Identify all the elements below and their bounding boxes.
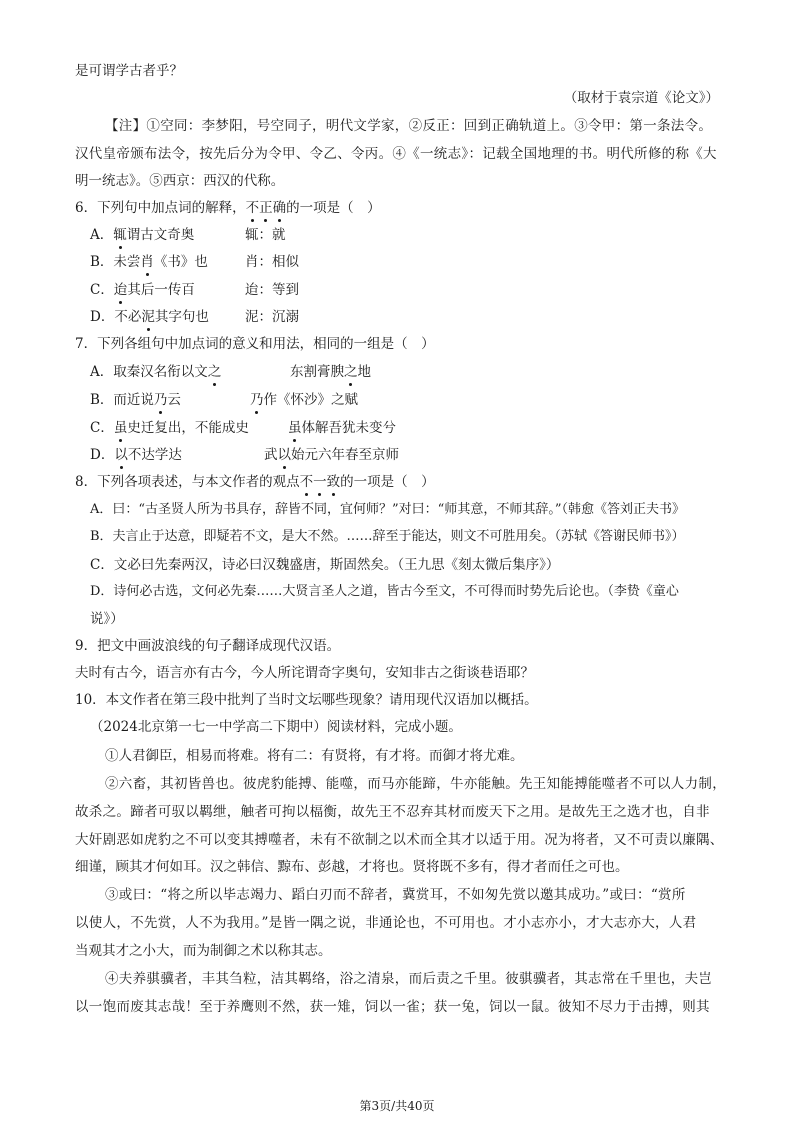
question-10-stem: 10．本文作者在第三段中批判了当时文坛哪些现象？请用现代汉语加以概括。 [75,692,538,708]
note-line-2: 汉代皇帝颁布法令，按先后分为令甲、令乙、令丙。④《一统志》：记载全国地理的书。明代所修的称《大 [75,146,717,162]
question-7-option-a-first: A．取秦汉名衔以文之 [90,364,222,380]
question-6-option-b: B．未尝肖《书》也 [90,254,208,270]
question-6-gloss-c: 迨：等到 [245,282,299,298]
question-6-option-d: D．不必泥其字句也 [90,309,209,325]
page-number-footer: 第3页/共40页 [359,1099,435,1113]
question-6-gloss-d: 泥：沉溺 [245,309,299,325]
note-line-1: 【注】①空同：李梦阳，号空同子，明代文学家，②反正：回到正确轨道上。③令甲：第一条法令。 [105,118,713,134]
passage-para-2-line-3: 大奸剧恶如虎豹之不可以变其搏噬者，未有不欲制之以术而全其才以适于用。况为将者，又不可责以廉隅、 [75,832,724,848]
passage-para-2-line-1: ②六畜，其初皆兽也。彼虎豹能搏、能噬，而马亦能蹄，牛亦能触。先王知能搏能噬者不可以人力制， [105,776,726,792]
passage-para-2-line-2: 故杀之。蹄者可驭以羁绁，触者可拘以楅衡，故先王不忍弃其材而废天下之用。是故先王之选才也，自非 [75,804,710,820]
note-line-3: 明一统志》。⑤西京：西汉的代称。 [75,173,285,189]
question-8-option-a: A．曰：“古圣贤人所为书具存，辞皆不同，宜何师？”对曰：“师其意，不师其辞。”（韩愈《答刘正夫书》 [90,502,685,517]
question-6-stem: 6．下列句中加点词的解释，不正确的一项是（ ） [75,200,381,216]
passage-para-2-line-4: 细谨，顾其才何如耳。汉之韩信、黥布、彭越，才将也。贤将既不多有，得才者而任之可也。 [75,859,629,875]
question-8-option-c: C．文必曰先秦两汉，诗必曰汉魏盛唐，斯固然矣。（王九思《刻太微后集序》） [90,557,560,573]
question-7-option-d-first: D．以不达学达 [90,447,182,463]
question-8-option-d: D．诗何必古选，文何必先秦……大贤言圣人之道，皆古今至文，不可得而时势先后论也。（李贽《童心 [90,584,679,599]
question-8-stem: 8．下列各项表述，与本文作者的观点不一致的一项是（ ） [75,474,435,490]
question-9-stem: 9．把文中画波浪线的句子翻译成现代汉语。 [75,638,341,654]
question-6-option-a: A．辄谓古文奇奥 [90,227,195,243]
question-7-option-b-first: B．而近说乃云 [90,392,181,408]
question-6-gloss-b: 肖：相似 [245,254,299,270]
passage-para-4-line-2: 以一饱而废其志哉！至于养鹰则不然，获一雉，饲以一雀；获一兔，饲以一鼠。彼知不尽力于击搏，则其 [75,999,710,1015]
passage-para-3-line-3: 当观其才之小大，而为制御之术以称其志。 [75,943,332,959]
passage-para-3-line-1: ③或曰：“将之所以毕志竭力、蹈白刃而不辞者，冀赏耳，不如匆先赏以邀其成功。”或曰：“赏所 [105,887,686,903]
passage-para-3-line-2: 以使人，不先赏，人不为我用。”是皆一隅之说，非通论也，不可用也。才小志亦小，才大志亦大，人君 [75,915,697,931]
question-7-option-d-second: 武以始元六年春至京师 [264,447,399,463]
reading-intro: （2024北京第一七一中学高二下期中）阅读材料，完成小题。 [90,719,462,735]
question-8-option-d-cont: 说》） [90,611,124,627]
question-7-stem: 7．下列各组句中加点词的意义和用法，相同的一组是（ ） [75,336,435,352]
question-6-gloss-a: 辄：就 [245,227,286,243]
question-7-option-c-first: C．虽史迁复出，不能成史 [90,420,249,436]
passage-para-1: ①人君御臣，相易而将难。将有二：有贤将，有才将。而御才将尤难。 [105,748,524,764]
question-8-option-b: B．夫言止于达意，即疑若不文，是大不然。……辞至于能达，则文不可胜用矣。（苏轼《答谢民师书》） [90,529,685,544]
question-6-option-c: C．迨其后一传百 [90,282,195,298]
question-7-option-a-second: 东割膏腴之地 [290,364,371,380]
passage-last-line: 是可谓学古者乎？ [75,63,183,79]
question-7-option-c-second: 虽体解吾犹未变兮 [288,420,396,436]
question-9-sentence: 夫时有古今，语言亦有古今，今人所诧谓奇字奥句，安知非古之街谈巷语耶？ [75,665,534,681]
question-7-option-b-second: 乃作《怀沙》之赋 [250,392,358,408]
passage-source: （取材于袁宗道《论文》） [563,90,719,106]
passage-para-4-line-1: ④夫养骐骥者，丰其刍粒，洁其羁络，浴之清泉，而后责之千里。彼骐骥者，其志常在千里也，夫岂 [105,971,713,987]
